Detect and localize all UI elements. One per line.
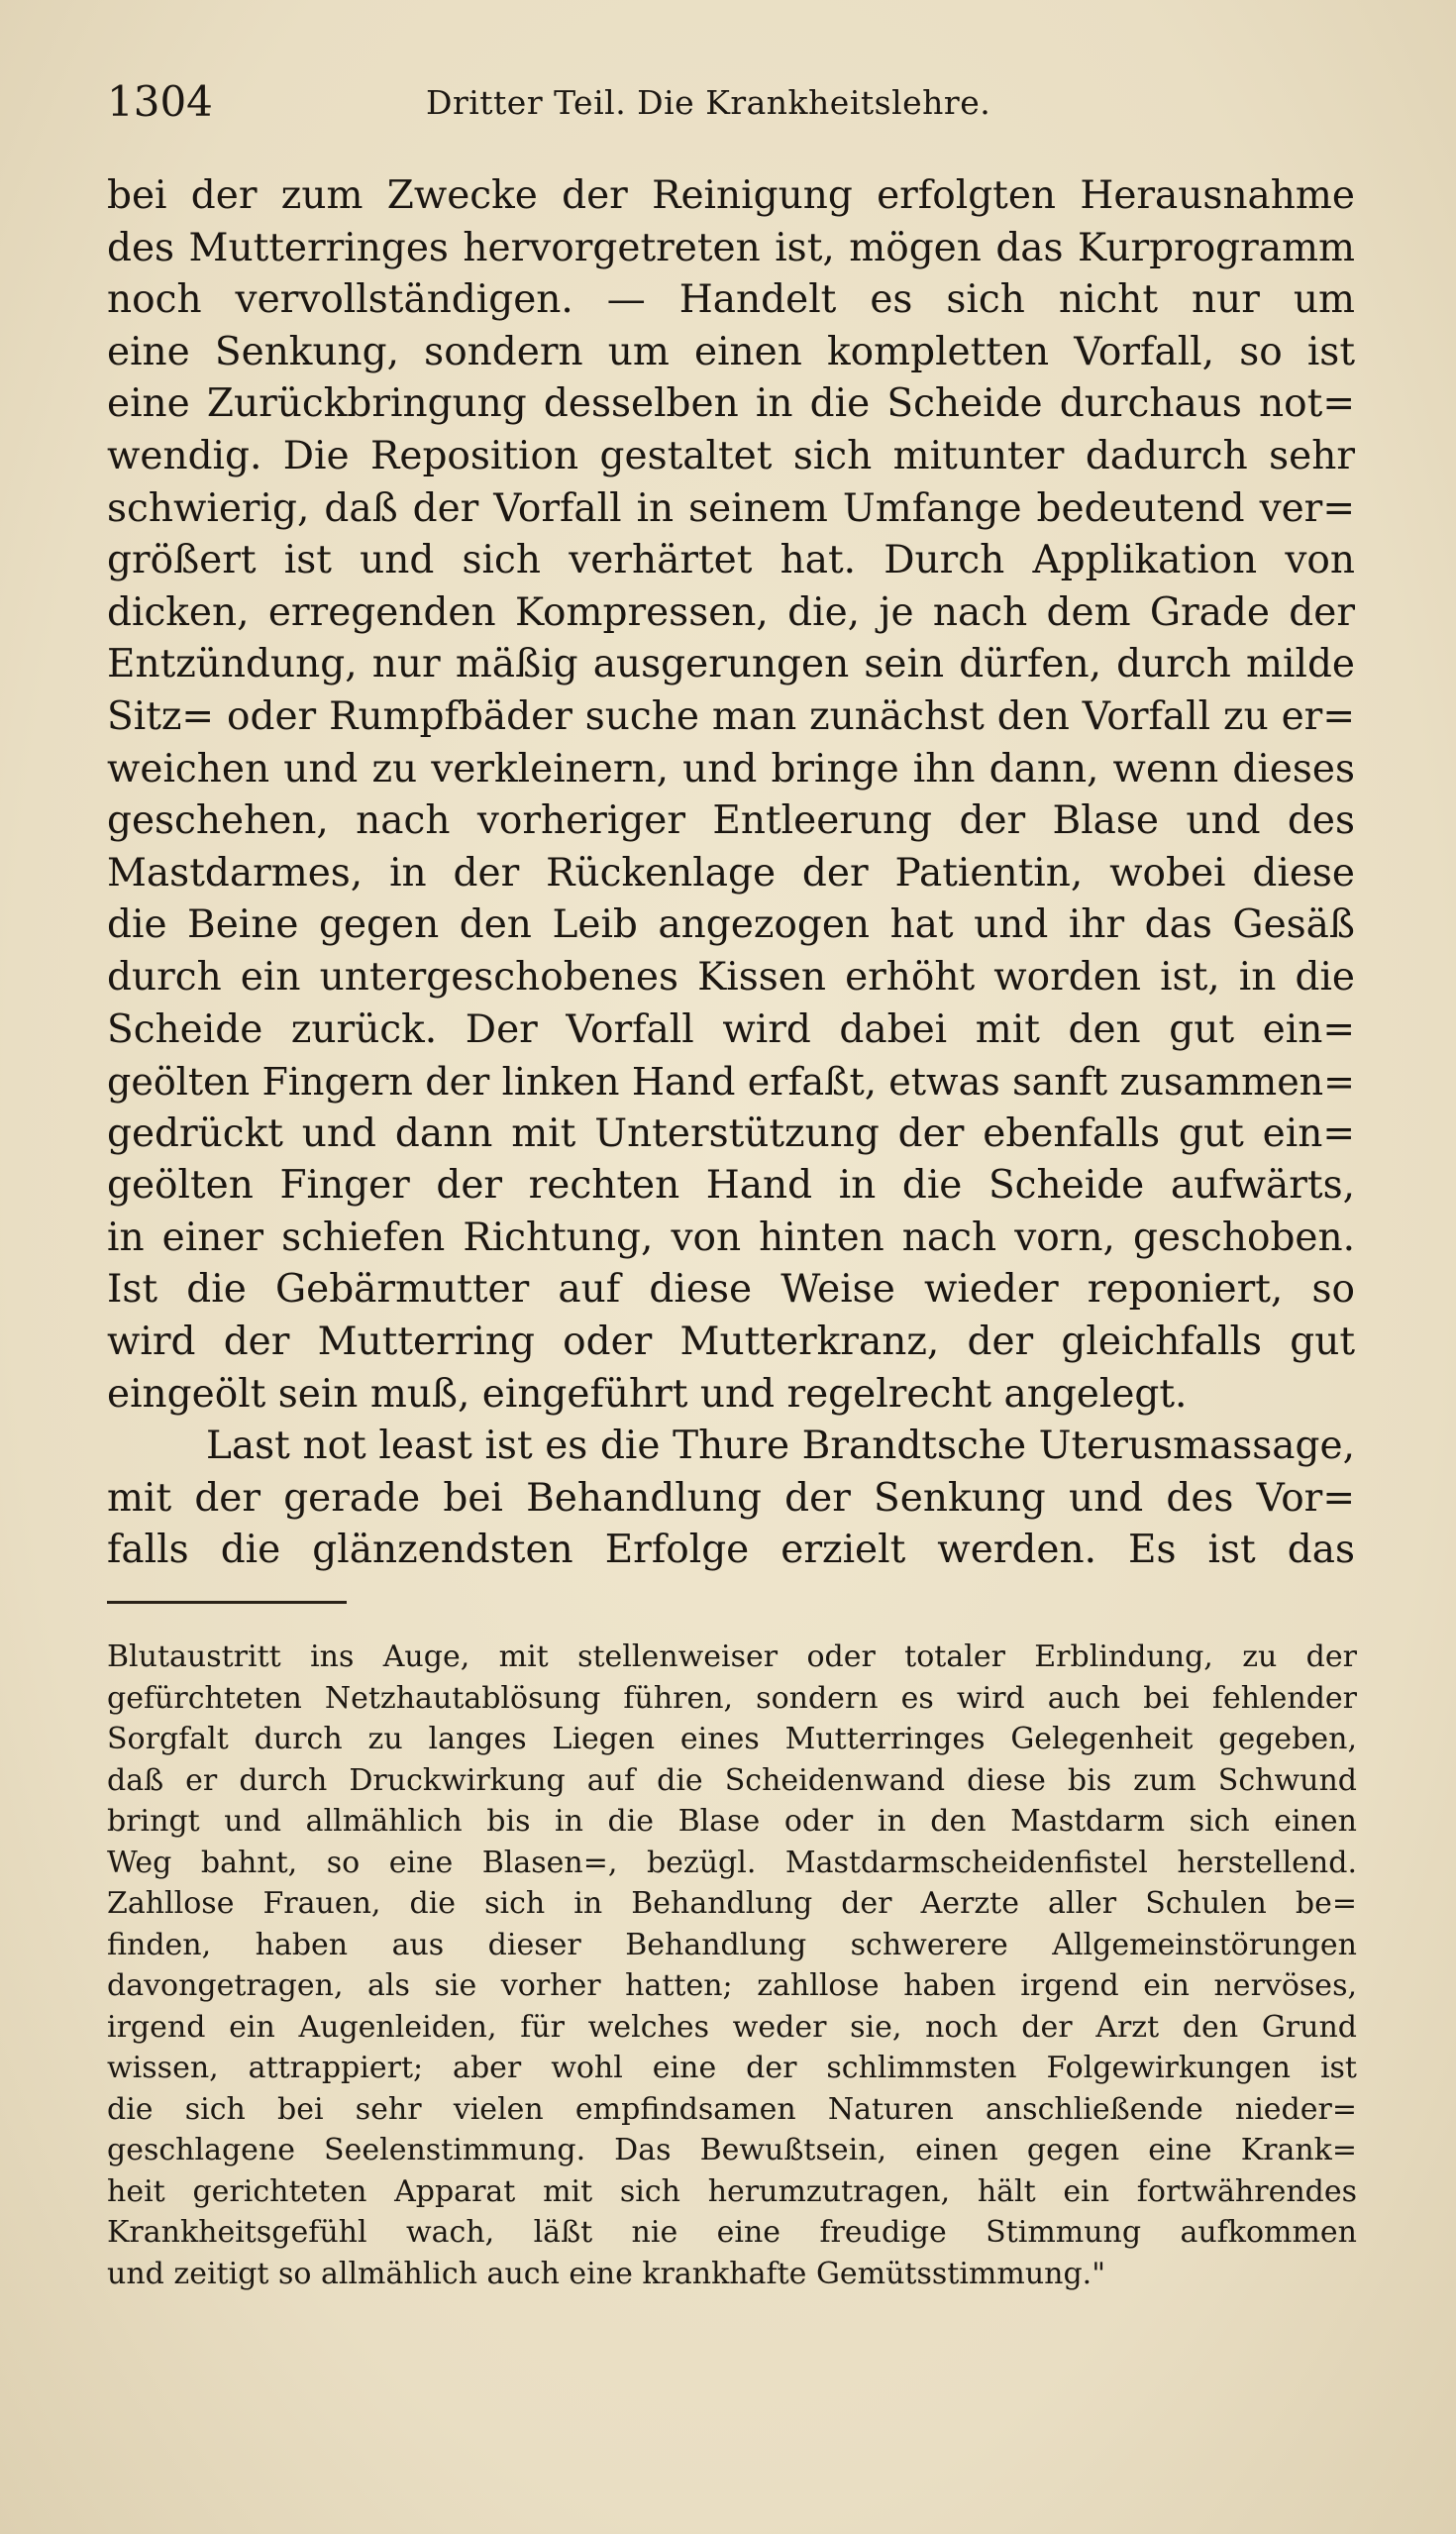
footnote-line: Krankheitsgefühl wach, läßt nie eine freudige Stimmung aufkommen xyxy=(107,2215,1357,2250)
footnote-line: davongetragen, als sie vorher hatten; zahllose haben irgend ein nervöses, xyxy=(107,1968,1357,2003)
footnote-line: Blutaustritt ins Auge, mit stellenweiser oder totaler Erblindung, zu der xyxy=(107,1639,1357,1674)
footnote-line: irgend ein Augenleiden, für welches weder sie, noch der Arzt den Grund xyxy=(107,2009,1357,2045)
main-text-block xyxy=(107,170,1355,1577)
text-line: mit der gerade bei Behandlung der Senkung und des Vor= xyxy=(107,1475,1355,1521)
footnote-line: heit gerichteten Apparat mit sich herumzutragen, hält ein fortwährendes xyxy=(107,2173,1357,2209)
text-line: noch vervollständigen. — Handelt es sich nicht nur um xyxy=(107,277,1355,323)
footnote-line: Sorgfalt durch zu langes Liegen eines Mutterringes Gelegenheit gegeben, xyxy=(107,1722,1357,1756)
paragraph-start-line: Last not least ist es die Thure Brandtsche Uterusmassage, xyxy=(206,1424,1355,1469)
footnote-rule xyxy=(107,1601,347,1604)
text-line: Sitz= oder Rumpfbäder suche man zunächst den Vorfall zu er= xyxy=(107,693,1355,739)
footnote-line: daß er durch Druckwirkung auf die Scheidenwand diese bis zum Schwund xyxy=(107,1762,1357,1798)
text-line: Ist die Gebärmutter auf diese Weise wieder reponiert, so xyxy=(107,1267,1355,1313)
text-line: falls die glänzendsten Erfolge erzielt werden. Es ist das xyxy=(107,1528,1355,1573)
text-line: größert ist und sich verhärtet hat. Durch Applikation von xyxy=(107,538,1355,583)
footnote-block xyxy=(107,1637,1357,2294)
footnote-line: wissen, attrappiert; aber wohl eine der schlimmsten Folgewirkungen ist xyxy=(107,2051,1357,2085)
footnote-line: geschlagene Seelenstimmung. Das Bewußtsein, einen gegen eine Krank= xyxy=(107,2133,1357,2167)
text-line: Scheide zurück. Der Vorfall wird dabei mit den gut ein= xyxy=(107,1006,1355,1052)
text-line: dicken, erregenden Kompressen, die, je nach dem Grade der xyxy=(107,589,1355,635)
text-line: geölten Finger der rechten Hand in die Scheide aufwärts, xyxy=(107,1163,1355,1209)
text-line: geschehen, nach vorheriger Entleerung der Blase und des xyxy=(107,798,1355,844)
footnote-line: finden, haben aus dieser Behandlung schwerere Allgemeinstörungen xyxy=(107,1927,1357,1962)
text-line: gedrückt und dann mit Unterstützung der ebenfalls gut ein= xyxy=(107,1110,1355,1156)
footnote-line: Zahllose Frauen, die sich in Behandlung der Aerzte aller Schulen be= xyxy=(107,1886,1357,1921)
text-line: in einer schiefen Richtung, von hinten nach vorn, geschoben. xyxy=(107,1214,1355,1260)
page-number: 1304 xyxy=(107,77,213,126)
text-line: bei der zum Zwecke der Reinigung erfolgten Herausnahme xyxy=(107,173,1355,218)
text-line: wird der Mutterring oder Mutterkranz, der gleichfalls gut xyxy=(107,1320,1355,1365)
text-line: eine Zurückbringung desselben in die Scheide durchaus not= xyxy=(107,381,1355,427)
text-line: wendig. Die Reposition gestaltet sich mitunter dadurch sehr xyxy=(107,433,1355,478)
text-line: durch ein untergeschobenes Kissen erhöht worden ist, in die xyxy=(107,954,1355,1000)
footnote-line: gefürchteten Netzhautablösung führen, sondern es wird auch bei fehlender xyxy=(107,1680,1357,1716)
text-line: schwierig, daß der Vorfall in seinem Umfange bedeutend ver= xyxy=(107,485,1355,531)
running-title: Dritter Teil. Die Krankheitslehre. xyxy=(426,83,991,122)
running-head xyxy=(107,77,1395,127)
footnote-line: bringt und allmählich bis in die Blase oder in den Mastdarm sich einen xyxy=(107,1804,1357,1839)
text-line: die Beine gegen den Leib angezogen hat und ihr das Gesäß xyxy=(107,902,1355,948)
text-line: weichen und zu verkleinern, und bringe ihn dann, wenn dieses xyxy=(107,746,1355,792)
text-line: geölten Fingern der linken Hand erfaßt, etwas sanft zusammen= xyxy=(107,1060,1355,1105)
text-line: Entzündung, nur mäßig ausgerungen sein dürfen, durch milde xyxy=(107,642,1355,687)
text-line: des Mutterringes hervorgetreten ist, mögen das Kurprogramm xyxy=(107,225,1355,270)
text-line: eingeölt sein muß, eingeführt und regelrecht angelegt. xyxy=(107,1371,1188,1417)
footnote-line: die sich bei sehr vielen empfindsamen Naturen anschließende nieder= xyxy=(107,2091,1357,2127)
footnote-line: und zeitigt so allmählich auch eine krankhafte Gemütsstimmung." xyxy=(107,2256,1106,2291)
footnote-line: Weg bahnt, so eine Blasen=, bezügl. Mastdarmscheidenfistel herstellend. xyxy=(107,1845,1357,1880)
text-line: Mastdarmes, in der Rückenlage der Patientin, wobei diese xyxy=(107,850,1355,896)
text-line: eine Senkung, sondern um einen kompletten Vorfall, so ist xyxy=(107,329,1355,374)
